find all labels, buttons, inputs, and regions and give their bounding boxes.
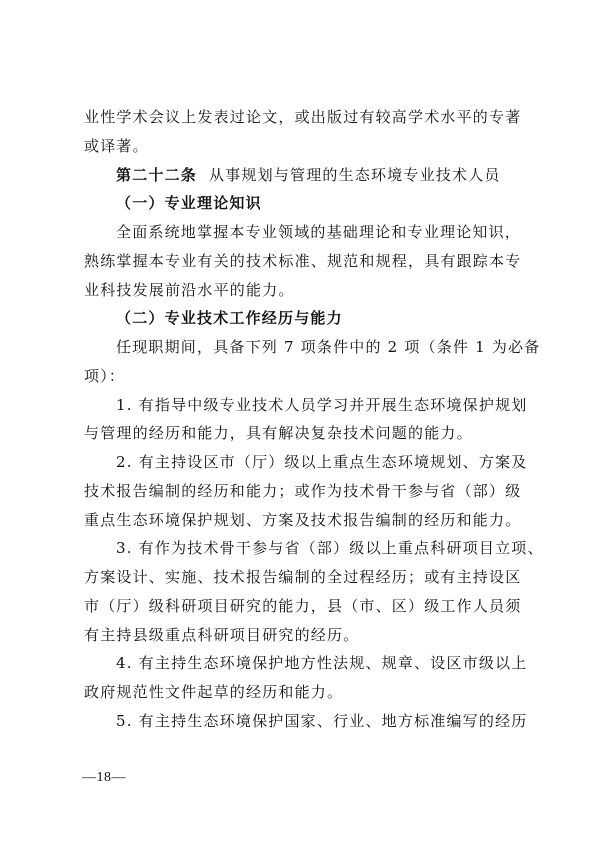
- page-number: —18—: [82, 770, 126, 785]
- list-item-line: 技术报告编制的经历和能力；或作为技术骨干参与省（部）级: [84, 482, 522, 500]
- list-item-line: 市（厅）级科研项目研究的能力，县（市、区）级工作人员须: [84, 597, 522, 615]
- paragraph-line: 业科技发展前沿水平的能力。: [84, 281, 295, 299]
- text-line: 或译著。: [84, 137, 149, 155]
- text-line: 业性学术会议上发表过论文，或出版过有较高学术水平的专著: [84, 108, 522, 126]
- article-title: 从事规划与管理的生态环境专业技术人员: [209, 166, 501, 184]
- list-item-line: 方案设计、实施、技术报告编制的全过程经历；或有主持设区: [84, 568, 522, 586]
- paragraph-line: 全面系统地掌握本专业领域的基础理论和专业理论知识，: [116, 223, 522, 241]
- list-item-line: 1. 有指导中级专业技术人员学习并开展生态环境保护规划: [116, 396, 528, 414]
- list-item-line: 与管理的经历和能力，具有解决复杂技术问题的能力。: [84, 424, 473, 442]
- section-heading: （一）专业理论知识: [116, 194, 262, 212]
- paragraph-line: 任现职期间，具备下列 7 项条件中的 2 项（条件 1 为必备: [116, 338, 541, 356]
- article-number: 第二十二条: [116, 166, 198, 184]
- list-item-line: 重点生态环境保护规划、方案及技术报告编制的经历和能力。: [84, 511, 522, 529]
- list-item-line: 3. 有作为技术骨干参与省（部）级以上重点科研项目立项、: [116, 539, 544, 557]
- list-item-line: 5. 有主持生态环境保护国家、行业、地方标准编写的经历: [116, 712, 528, 730]
- list-item-line: 有主持县级重点科研项目研究的经历。: [84, 626, 360, 644]
- list-item-line: 2. 有主持设区市（厅）级以上重点生态环境规划、方案及: [116, 453, 528, 471]
- list-item-line: 政府规范性文件起草的经历和能力。: [84, 683, 344, 701]
- paragraph-line: 熟练掌握本专业有关的技术标准、规范和规程，具有跟踪本专: [84, 252, 522, 270]
- article-heading: [116, 165, 556, 185]
- section-heading: （二）专业技术工作经历与能力: [116, 309, 343, 327]
- list-item-line: 4. 有主持生态环境保护地方性法规、规章、设区市级以上: [116, 654, 528, 672]
- paragraph-line: 项）：: [84, 367, 126, 385]
